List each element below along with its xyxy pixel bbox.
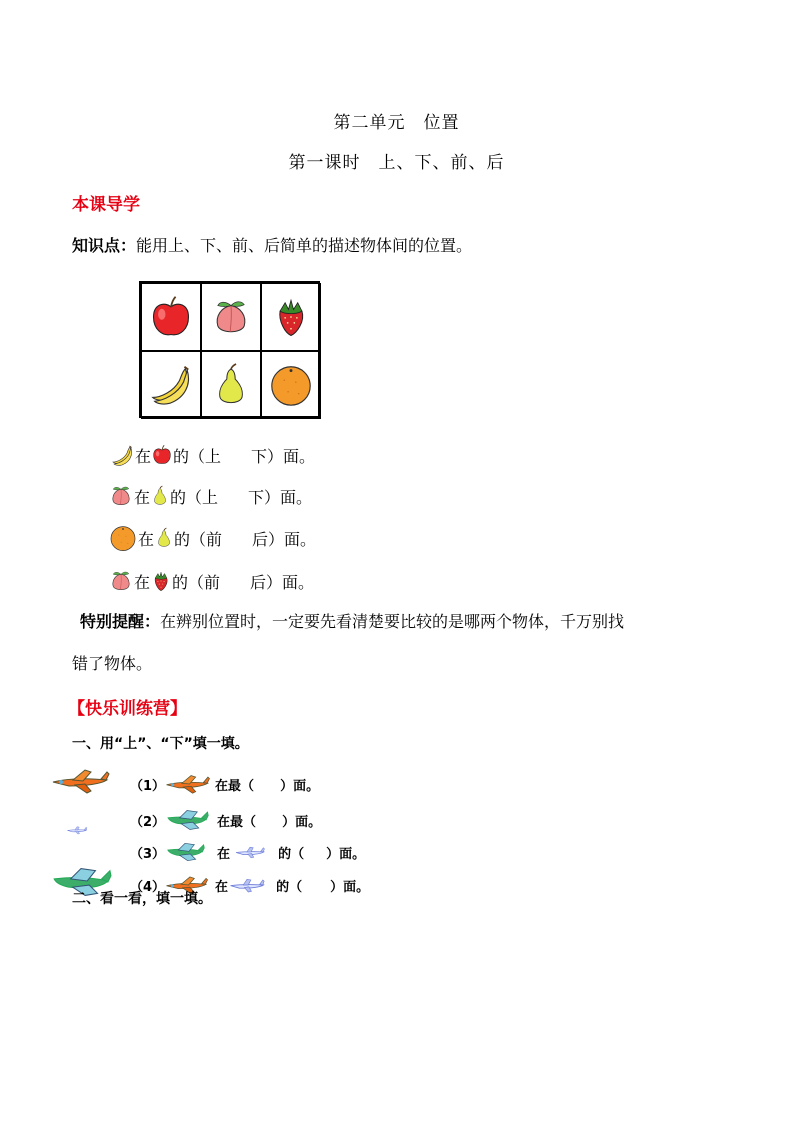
knowledge-text: 能用上、下、前、后简单的描述物体间的位置。 (136, 236, 473, 255)
unit-title: 第二单元 位置 (333, 113, 460, 133)
grid-cell-strawberry (261, 283, 321, 351)
exercise-item-1 (130, 772, 319, 796)
item-2-number: （2） (130, 814, 166, 830)
camp-heading: 【快乐训练营】 (68, 699, 187, 719)
item-4-text: 在 (215, 879, 229, 895)
plane-blue-icon (234, 841, 266, 863)
exercise-1-title: 一、用“上”、“下”填一填。 (72, 736, 249, 752)
question-3 (108, 526, 316, 550)
pear-icon (210, 356, 252, 414)
peach-icon (108, 483, 134, 509)
question-1-text-a: 在 (135, 446, 152, 466)
question-3-option-b: 后）面。 (252, 529, 317, 549)
item-1-text: 在最（ (215, 778, 255, 794)
question-1-option-b: 下）面。 (251, 446, 316, 466)
reminder-line-2: 错了物体。 (72, 654, 153, 673)
item-1-end: ）面。 (280, 778, 320, 794)
guide-heading: 本课导学 (72, 195, 140, 215)
reminder-line-1 (80, 609, 624, 632)
item-4-number: （4） (130, 879, 166, 895)
knowledge-point (72, 233, 472, 256)
question-3-text-a: 在 (138, 529, 155, 549)
item-3-text-b: 的（ (278, 846, 305, 862)
question-4-option-a: 的（前 (172, 572, 221, 592)
item-4-end: ）面。 (330, 879, 370, 895)
item-2-end: ）面。 (282, 814, 322, 830)
plane-orange-icon (50, 766, 112, 796)
question-3-option-a: 的（前 (174, 529, 223, 549)
strawberry-icon (270, 290, 312, 344)
question-4 (108, 569, 314, 593)
item-3-number: （3） (130, 846, 166, 862)
pear-icon (154, 524, 174, 552)
question-4-text-a: 在 (134, 572, 151, 592)
apple-icon (151, 443, 173, 467)
reminder-label: 特别提醒： (80, 612, 161, 631)
orange-icon (267, 360, 315, 410)
exercise-2-title: 二、看一看，填一填。 (72, 891, 212, 907)
plane-orange-icon (165, 772, 211, 796)
item-3-text: 在 (217, 846, 231, 862)
banana-icon (110, 443, 135, 468)
grid-cell-apple (141, 283, 201, 351)
pear-icon (150, 482, 170, 510)
knowledge-label: 知识点： (72, 236, 137, 255)
question-2-option-a: 的（上 (170, 487, 219, 507)
peach-icon (209, 294, 253, 340)
lesson-title: 第一课时 上、下、前、后 (288, 153, 505, 173)
plane-green-icon (165, 809, 209, 831)
reminder-text: 在辨别位置时，一定要先看清楚要比较的是哪两个物体，千万别找 (160, 612, 625, 631)
question-2-text-a: 在 (134, 487, 151, 507)
plane-green-icon (165, 841, 205, 863)
item-1-number: （1） (130, 778, 166, 794)
question-2-option-b: 下）面。 (248, 487, 313, 507)
question-2 (108, 484, 312, 508)
grid-cell-peach (201, 283, 261, 351)
strawberry-icon (150, 566, 172, 596)
banana-icon (147, 361, 195, 409)
item-2-text: 在最（ (217, 814, 257, 830)
apple-icon (148, 292, 194, 342)
item-3-end: ）面。 (326, 846, 366, 862)
grid-cell-orange (261, 351, 321, 419)
exercise-item-2 (130, 808, 321, 832)
question-1 (110, 443, 315, 467)
question-4-option-b: 后）面。 (250, 572, 315, 592)
orange-icon (108, 523, 138, 553)
grid-cell-banana (141, 351, 201, 419)
grid-cell-pear (201, 351, 261, 419)
plane-blue-icon (66, 823, 88, 837)
fruit-grid (139, 281, 320, 418)
question-1-option-a: 的（上 (173, 446, 222, 466)
exercise-item-3 (130, 840, 365, 864)
plane-blue-icon (228, 874, 266, 896)
item-4-text-b: 的（ (276, 879, 303, 895)
peach-icon (108, 568, 134, 594)
